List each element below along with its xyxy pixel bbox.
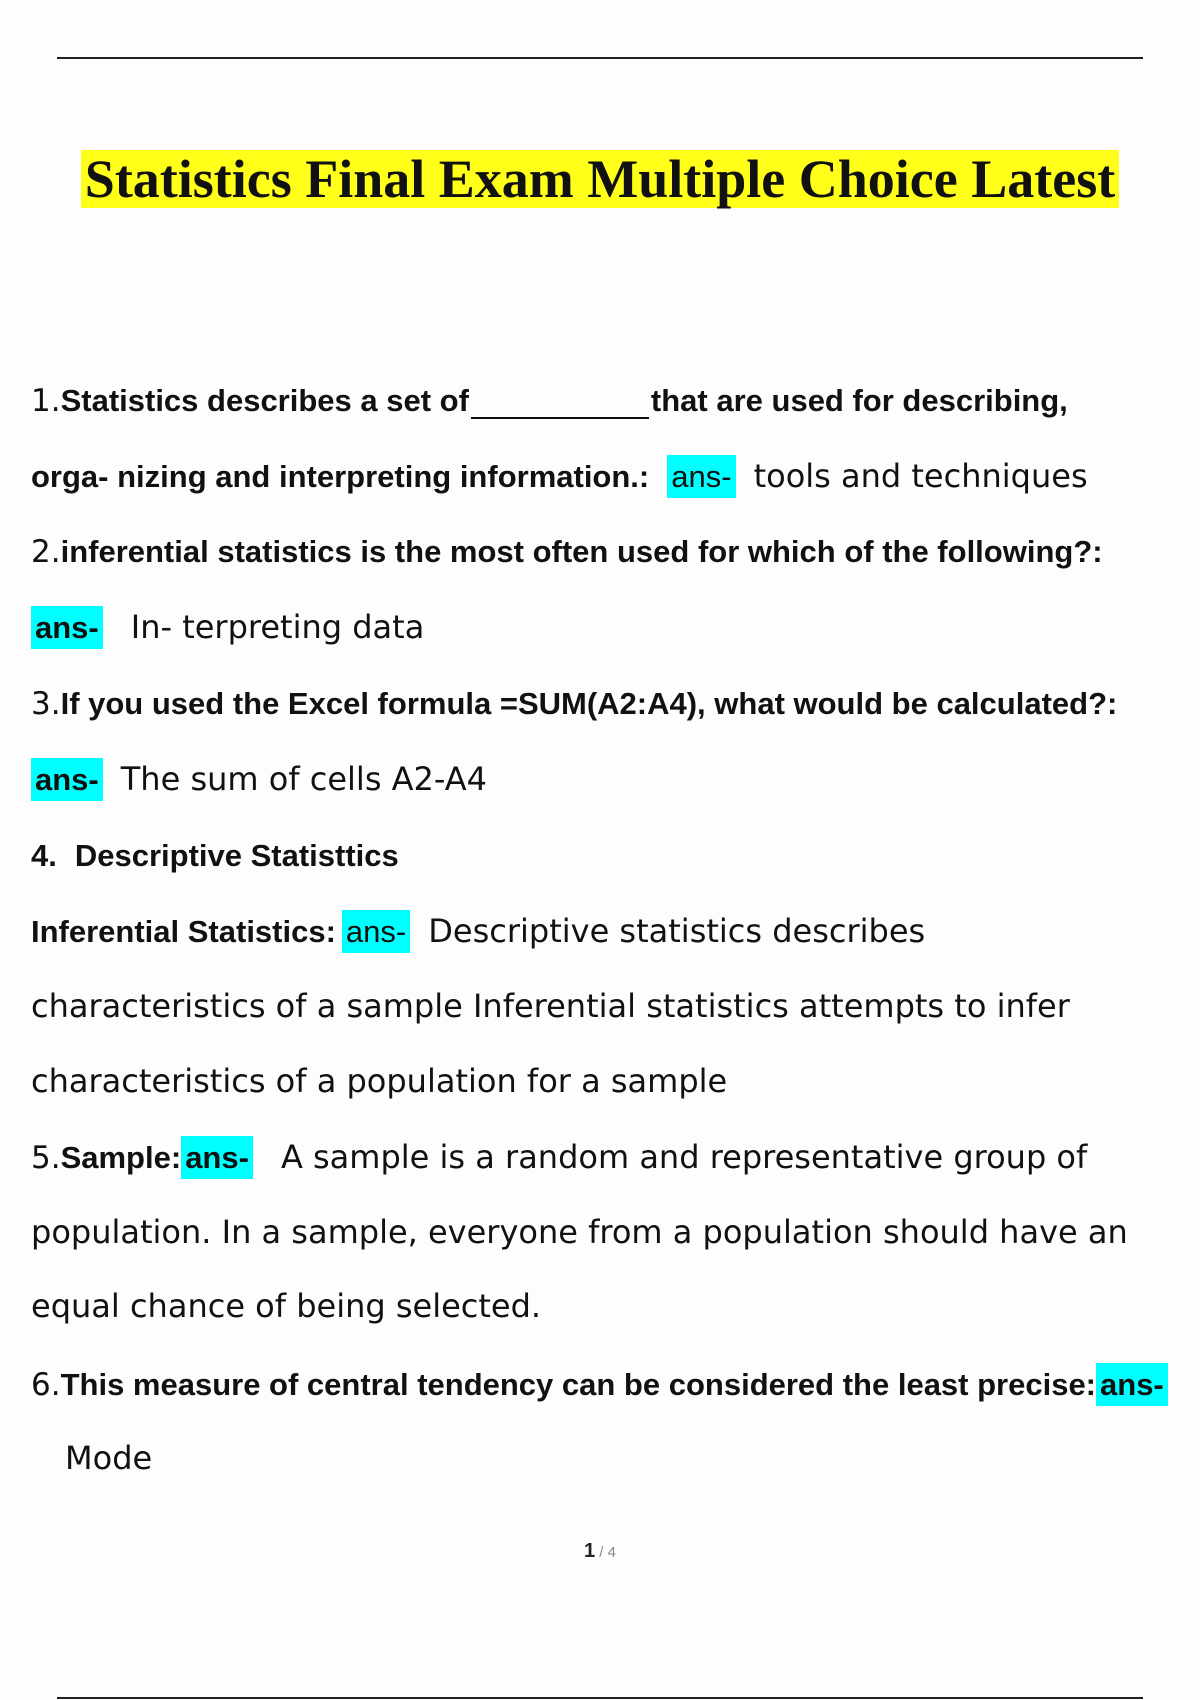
question-2-number: 2. xyxy=(31,534,61,570)
question-2-line-1 xyxy=(31,513,1200,589)
question-1-line-1 xyxy=(31,362,1200,438)
answer-tag-3: ans- xyxy=(31,758,103,801)
question-5-text: Sample: xyxy=(60,1140,182,1175)
question-5-number: 5. xyxy=(31,1140,61,1176)
question-1-text-b: that are used for describing, xyxy=(650,383,1068,418)
answer-tag-6: ans- xyxy=(1096,1363,1168,1406)
question-4-text-b: Inferential Statistics: xyxy=(31,914,336,949)
answer-3: The sum of cells A2-A4 xyxy=(120,760,487,798)
answer-4-line-1: Descriptive statistics describes xyxy=(428,912,926,950)
question-3-line-1 xyxy=(31,665,1200,741)
question-1-line-2 xyxy=(31,438,1200,514)
question-6-text: This measure of central tendency can be considered the least precise: xyxy=(60,1367,1097,1402)
answer-1: tools and techniques xyxy=(753,457,1088,495)
answer-2: In- terpreting data xyxy=(130,608,425,646)
answer-5-line-2: population. In a sample, everyone from a population should have an xyxy=(31,1213,1128,1251)
title-container xyxy=(0,150,1200,208)
answer-5-line-1: A sample is a random and representative group of xyxy=(280,1138,1088,1176)
question-2-text: inferential statistics is the most often used for which of the following?: xyxy=(60,534,1103,569)
answer-tag-1: ans- xyxy=(667,455,735,498)
answer-tag-2: ans- xyxy=(31,606,103,649)
answer-4-line-2: characteristics of a sample Inferential statistics attempts to infer xyxy=(31,987,1070,1025)
question-1-number: 1. xyxy=(31,383,61,419)
answer-tag-4: ans- xyxy=(342,910,410,953)
question-3-number: 3. xyxy=(31,686,61,722)
question-4-line-4 xyxy=(31,1043,1200,1119)
answer-4-line-3: characteristics of a population for a sample xyxy=(31,1062,728,1100)
question-3-line-2 xyxy=(31,741,1200,817)
question-6-number: 6. xyxy=(31,1367,61,1403)
question-1-text-a: Statistics describes a set of xyxy=(60,383,469,418)
question-4-text-a: Descriptive Statisttics xyxy=(74,838,399,873)
question-4-number: 4. xyxy=(31,838,57,873)
question-5-line-1 xyxy=(31,1119,1200,1195)
question-6-line-1 xyxy=(31,1346,1200,1422)
question-4-line-2 xyxy=(31,893,1200,969)
question-4-line-1 xyxy=(31,817,1200,893)
document-title: Statistics Final Exam Multiple Choice Latest xyxy=(81,150,1119,208)
answer-6: Mode xyxy=(65,1439,153,1477)
question-6-line-2 xyxy=(65,1420,1200,1496)
question-5-line-3 xyxy=(31,1268,1200,1344)
top-rule xyxy=(57,57,1143,59)
question-1-blank xyxy=(471,381,649,419)
page-total: / 4 xyxy=(595,1544,616,1561)
page-number xyxy=(0,1540,1200,1563)
page-current: 1 xyxy=(584,1540,596,1562)
question-1-text-c: orga- nizing and interpreting information.: xyxy=(31,459,650,494)
question-5-line-2 xyxy=(31,1194,1200,1270)
question-4-line-3 xyxy=(31,968,1200,1044)
answer-5-line-3: equal chance of being selected. xyxy=(31,1287,542,1325)
answer-tag-5: ans- xyxy=(181,1136,253,1179)
bottom-rule xyxy=(57,1697,1143,1699)
question-2-line-2 xyxy=(31,589,1200,665)
question-3-text: If you used the Excel formula =SUM(A2:A4), what would be calculated?: xyxy=(60,686,1118,721)
